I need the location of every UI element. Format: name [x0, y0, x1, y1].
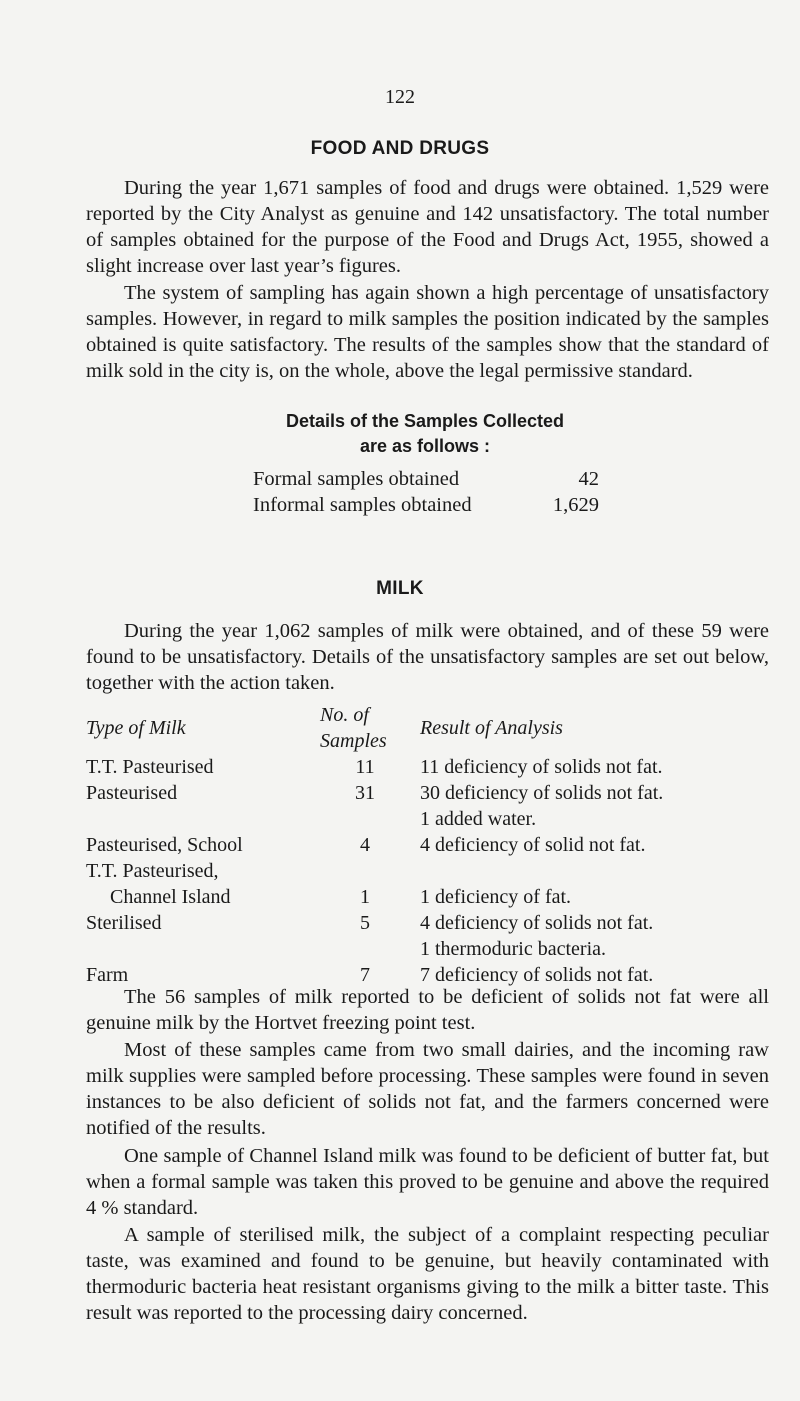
paragraph-sample-totals: During the year 1,671 samples of food and drugs were obtained. 1,529 were reported by the City Analyst as genuine and 142 unsatisfactory. The total number of samples obtained for the purpose of the Food and Drugs Act, 1955, showed a slight increase over last year’s figures. [86, 177, 769, 277]
table-row [86, 884, 769, 910]
header-type-of-milk: Type of Milk [86, 717, 186, 739]
cell-result: 1 deficiency of fat. [420, 886, 572, 908]
cell-type: T.T. Pasteurised, [86, 860, 219, 882]
paragraph-sterilised-milk: A sample of sterilised milk, the subject of a complaint respecting peculiar taste, was examined and found to be genuine, but heavily contaminated with thermoduric bacteria heat resistant organisms giving to the milk a bitter taste. This result was reported to the processing dairy concerned. [86, 1224, 769, 1324]
unsatisfactory-milk-table [86, 702, 769, 988]
cell-result: 11 deficiency of solids not fat. [420, 756, 663, 778]
cell-num: 4 [360, 834, 370, 856]
samples-label: Informal samples obtained [253, 494, 472, 516]
cell-num: 1 [360, 886, 370, 908]
paragraph-hortvet-test: The 56 samples of milk reported to be deficient of solids not fat were all genuine milk by the Hortvet freezing point test. [86, 986, 769, 1034]
table-row [86, 754, 769, 780]
cell-type [86, 806, 320, 832]
cell-num: 7 [360, 964, 370, 986]
table-row [86, 780, 769, 806]
details-heading [250, 409, 600, 459]
paragraph-small-dairies: Most of these samples came from two small dairies, and the incoming raw milk supplies were sampled before processing. These samples were found in seven instances to be also deficient of solids not fat, and the farmers concerned were notified of the results. [86, 1039, 769, 1139]
table-row [86, 806, 769, 832]
paragraph-milk-samples: During the year 1,062 samples of milk were obtained, and of these 59 were found to be unsatisfactory. Details of the unsatisfactory samples are set out below, together with the action taken. [86, 620, 769, 694]
cell-num: 11 [355, 756, 375, 778]
samples-row-informal [253, 492, 599, 518]
samples-label: Formal samples obtained [253, 468, 460, 490]
cell-result: 7 deficiency of solids not fat. [420, 964, 654, 986]
paragraph-sampling-system: The system of sampling has again shown a high percentage of unsatisfactory samples. However, in regard to milk samples the position indicated by the samples obtained is quite satisfactory. The results of the samples show that the standard of milk sold in the city is, on the whole, above the legal permissive standard. [86, 282, 769, 382]
table-row [86, 910, 769, 936]
table-row [86, 832, 769, 858]
details-heading-line2: are as follows : [359, 436, 491, 456]
cell-num: 5 [360, 912, 370, 934]
cell-result: 4 deficiency of solid not fat. [420, 834, 646, 856]
cell-type: Sterilised [86, 912, 162, 934]
table-header-row [86, 702, 769, 754]
header-number-of-samples: No. of Samples [320, 704, 387, 752]
heading-milk: MILK [376, 578, 424, 599]
cell-num: 31 [355, 782, 375, 804]
samples-summary [253, 466, 599, 518]
heading-food-and-drugs: FOOD AND DRUGS [310, 138, 490, 159]
cell-type: Pasteurised, School [86, 834, 243, 856]
cell-result: 30 deficiency of solids not fat. [420, 782, 664, 804]
cell-type: Farm [86, 964, 129, 986]
table-row [86, 858, 769, 884]
header-result-of-analysis: Result of Analysis [420, 717, 563, 739]
table-row [86, 936, 769, 962]
cell-result [410, 858, 769, 884]
cell-num [320, 806, 410, 832]
samples-value: 1,629 [552, 494, 599, 516]
cell-type: Channel Island [110, 886, 231, 908]
cell-num [320, 858, 410, 884]
paragraph-channel-island: One sample of Channel Island milk was found to be deficient of butter fat, but when a formal sample was taken this proved to be genuine and above the required 4 % standard. [86, 1145, 769, 1219]
cell-result: 4 deficiency of solids not fat. [420, 912, 654, 934]
cell-type: T.T. Pasteurised [86, 756, 214, 778]
cell-type [86, 936, 320, 962]
samples-value: 42 [578, 468, 599, 490]
samples-row-formal [253, 466, 599, 492]
cell-num [320, 936, 410, 962]
cell-type: Pasteurised [86, 782, 178, 804]
cell-result: 1 thermoduric bacteria. [420, 938, 607, 960]
page-number: 122 [385, 86, 415, 108]
details-heading-line1: Details of the Samples Collected [285, 411, 565, 431]
cell-result: 1 added water. [420, 808, 537, 830]
